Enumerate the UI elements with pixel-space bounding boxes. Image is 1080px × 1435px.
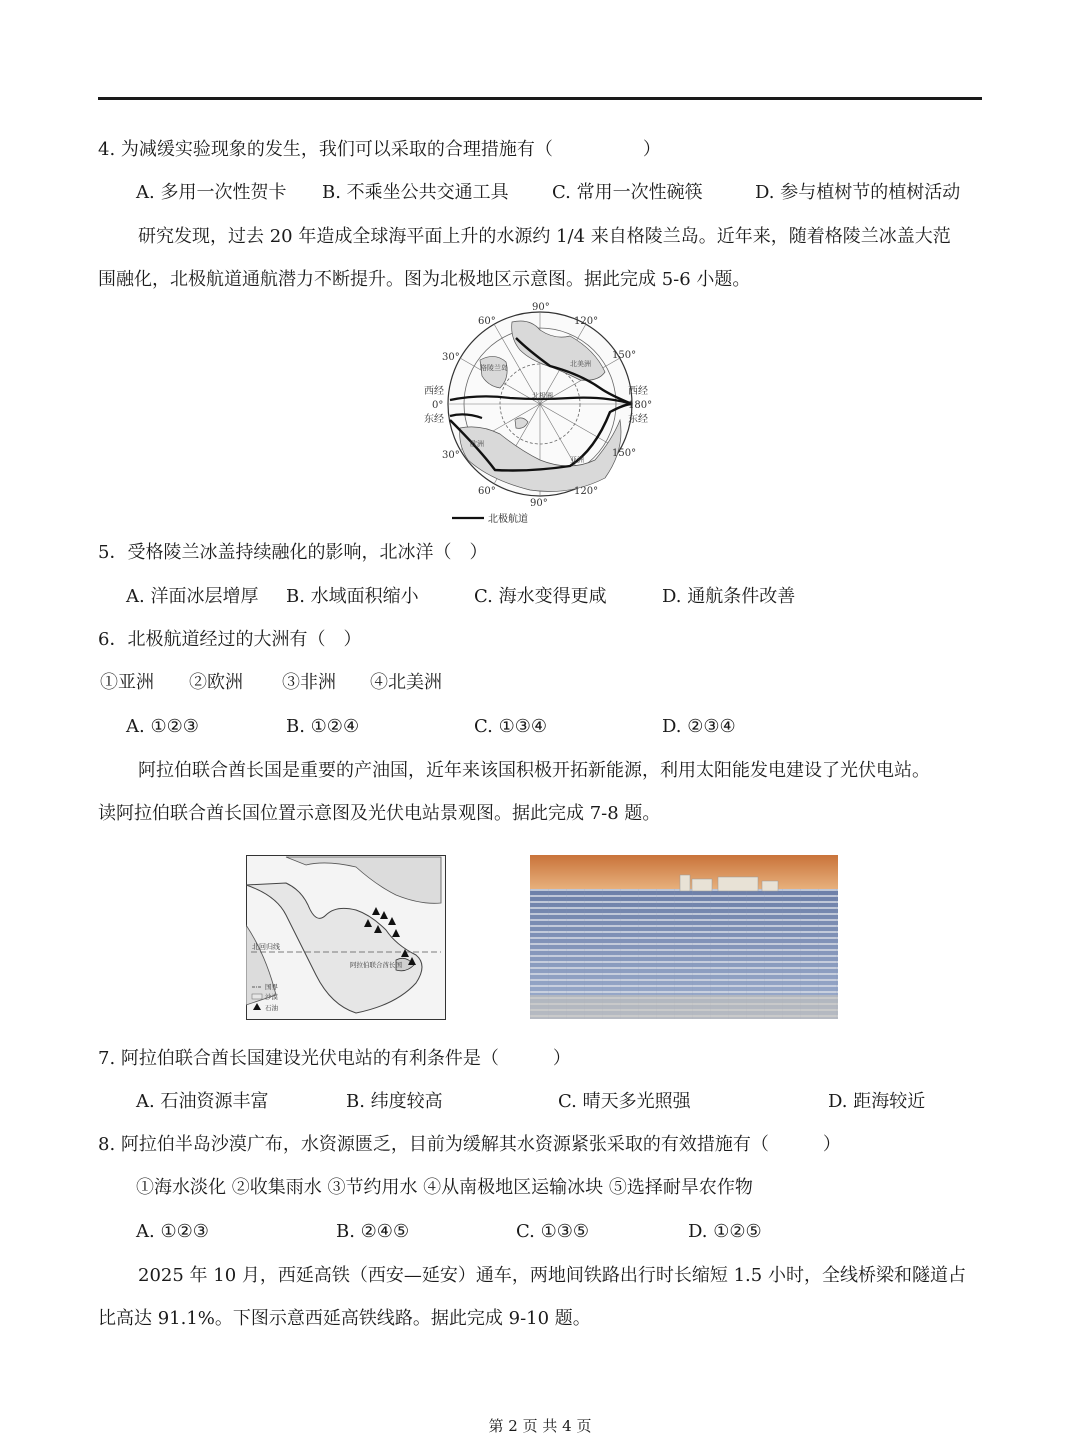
q6-option-d: D. ②③④ [662, 716, 736, 737]
q5-stem: 5．受格陵兰冰盖持续融化的影响，北冰洋（ ） [98, 542, 488, 563]
legend-route-label: 北极航道 [488, 514, 528, 525]
q5-option-b: B. 水域面积缩小 [286, 586, 419, 607]
lon-label-180: 180° [628, 400, 653, 411]
q6-choice-1: ①亚洲 [100, 672, 154, 693]
lon-label-0: 0° [432, 400, 444, 411]
q8-option-c: C. ①③⑤ [516, 1221, 589, 1242]
page-footer: 第 2 页 共 4 页 [488, 1417, 592, 1435]
q8-option-b: B. ②④⑤ [336, 1221, 410, 1242]
q5-option-a: A. 洋面冰层增厚 [126, 586, 259, 607]
legend-desert: 沙漠 [265, 993, 278, 1001]
passage-3-line-2: 比高达 91.1%。下图示意西延高铁线路。据此完成 9-10 题。 [98, 1308, 591, 1329]
lon-label-60-bottom: 60° [478, 486, 496, 497]
q6-choice-2: ②欧洲 [189, 672, 243, 693]
lon-label-120-top: 120° [574, 316, 599, 327]
label-east-left: 东经 [424, 414, 444, 425]
q6-choice-3: ③非洲 [282, 672, 336, 693]
q7-option-a: A. 石油资源丰富 [136, 1091, 269, 1112]
arctic-map-figure [420, 300, 660, 530]
q4-option-d: D. 参与植树节的植树活动 [755, 182, 961, 203]
q4-option-b: B. 不乘坐公共交通工具 [322, 182, 509, 203]
lon-label-30-top: 30° [442, 352, 460, 363]
passage-2-line-1: 阿拉伯联合酋长国是重要的产油国，近年来该国积极开拓新能源，利用太阳能发电建设了光伏电站。 [138, 760, 930, 781]
label-tropic: 北回归线 [252, 943, 280, 951]
label-west-right: 西经 [628, 386, 648, 397]
label-greenland: 格陵兰岛 [480, 364, 508, 372]
legend-oil: 石油 [265, 1004, 278, 1012]
passage-1-line-1: 研究发现，过去 20 年造成全球海平面上升的水源约 1/4 来自格陵兰岛。近年来，随着格陵兰冰盖大范 [138, 226, 951, 247]
label-uae: 阿拉伯联合酋长国 [350, 961, 402, 969]
arctic-map [420, 300, 660, 530]
label-arctic-circle: 北极圈 [532, 392, 553, 400]
lon-label-120-bottom: 120° [574, 486, 599, 497]
lon-label-150-bottom: 150° [612, 448, 637, 459]
q6-option-b: B. ①②④ [286, 716, 360, 737]
q8-option-d: D. ①②⑤ [688, 1221, 762, 1242]
q7-option-b: B. 纬度较高 [346, 1091, 443, 1112]
q5-option-d: D. 通航条件改善 [662, 586, 796, 607]
uae-location-map [246, 855, 446, 1020]
solar-station-image [530, 855, 838, 1019]
q5-option-c: C. 海水变得更咸 [474, 586, 607, 607]
uae-location-map-figure [246, 855, 446, 1020]
passage-3-line-1: 2025 年 10 月，西延高铁（西安—延安）通车，两地间铁路出行时长缩短 1.5 小时，全线桥梁和隧道占 [138, 1265, 966, 1286]
q6-option-a: A. ①②③ [126, 716, 199, 737]
label-asia: 亚洲 [570, 456, 584, 464]
label-europe: 欧洲 [470, 440, 484, 448]
q6-option-c: C. ①③④ [474, 716, 547, 737]
lon-label-60-top: 60° [478, 316, 496, 327]
q6-stem: 6．北极航道经过的大洲有（ ） [98, 629, 362, 650]
legend-border: 国界 [265, 983, 278, 991]
passage-1-line-2: 围融化，北极航道通航潜力不断提升。图为北极地区示意图。据此完成 5-6 小题。 [98, 269, 751, 290]
q4-stem: 4. 为减缓实验现象的发生，我们可以采取的合理措施有（ ） [98, 139, 661, 160]
q8-choices: ①海水淡化 ②收集雨水 ③节约用水 ④从南极地区运输冰块 ⑤选择耐旱农作物 [136, 1177, 753, 1198]
lon-label-90-bottom: 90° [530, 498, 548, 509]
q7-option-c: C. 晴天多光照强 [558, 1091, 691, 1112]
q4-option-c: C. 常用一次性碗筷 [552, 182, 703, 203]
q8-stem: 8. 阿拉伯半岛沙漠广布，水资源匮乏，目前为缓解其水资源紧张采取的有效措施有（ ） [98, 1134, 841, 1155]
lon-label-90-top: 90° [532, 302, 550, 313]
solar-station-photo [530, 855, 838, 1019]
q8-option-a: A. ①②③ [136, 1221, 209, 1242]
lon-label-30-bottom: 30° [442, 450, 460, 461]
label-east-right: 东经 [628, 414, 648, 425]
q7-stem: 7. 阿拉伯联合酋长国建设光伏电站的有利条件是（ ） [98, 1048, 571, 1069]
q4-option-a: A. 多用一次性贺卡 [136, 182, 287, 203]
q7-option-d: D. 距海较近 [828, 1091, 926, 1112]
q6-choice-4: ④北美洲 [370, 672, 442, 693]
header-rule [98, 97, 982, 100]
label-north-america: 北美洲 [570, 360, 591, 368]
passage-2-line-2: 读阿拉伯联合酋长国位置示意图及光伏电站景观图。据此完成 7-8 题。 [98, 803, 661, 824]
label-west-left: 西经 [424, 386, 444, 397]
lon-label-150-top: 150° [612, 350, 637, 361]
